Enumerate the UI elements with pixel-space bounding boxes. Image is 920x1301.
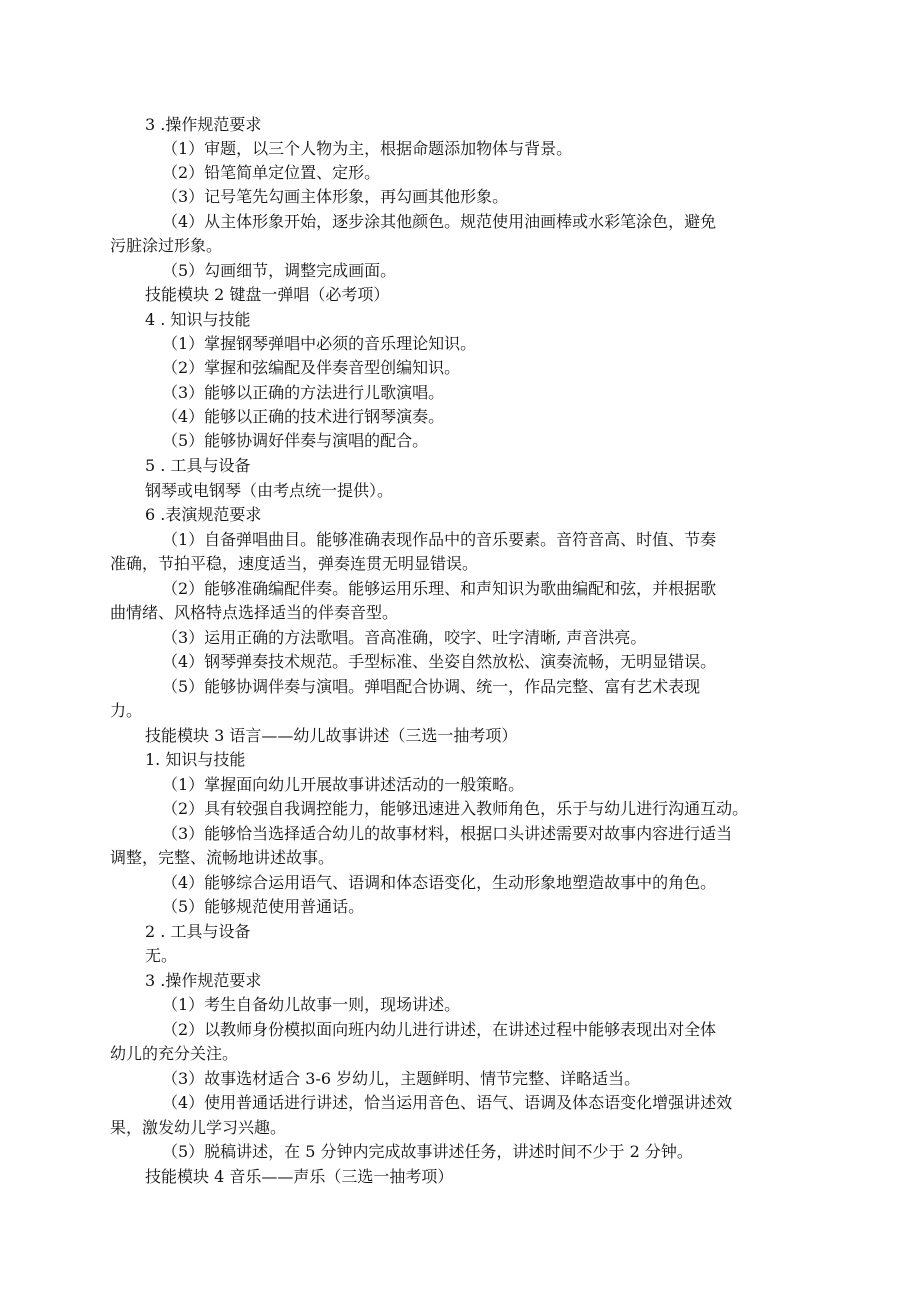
list-item: （3）能够恰当选择适合幼儿的故事材料，根据口头讲述需要对故事内容进行适当 xyxy=(162,824,733,843)
list-item: （1）审题，以三个人物为主，根据命题添加物体与背景。 xyxy=(162,139,573,158)
list-item: （2）具有较强自我调控能力，能够迅速进入教师角色，乐于与幼儿进行沟通互动。 xyxy=(162,799,749,818)
module-heading: 技能模块 4 音乐——声乐（三选一抽考项） xyxy=(145,1167,454,1186)
list-item-continuation: 幼儿的充分关注。 xyxy=(110,1044,239,1063)
list-item: （1）自备弹唱曲目。能够准确表现作品中的音乐要素。音符音高、时值、节奏 xyxy=(162,530,717,549)
list-item: （3）能够以正确的方法进行儿歌演唱。 xyxy=(162,383,445,402)
list-item: （5）脱稿讲述，在 5 分钟内完成故事讲述任务，讲述时间不少于 2 分钟。 xyxy=(162,1142,693,1161)
list-item: （1）掌握钢琴弹唱中必须的音乐理论知识。 xyxy=(162,334,477,353)
module-heading: 技能模块 2 键盘一弹唱（必考项） xyxy=(145,285,390,304)
list-item: （4）钢琴弹奏技术规范。手型标准、坐姿自然放松、演奏流畅，无明显错误。 xyxy=(162,652,717,671)
list-item: （5）能够协调伴奏与演唱。弹唱配合协调、统一，作品完整、富有艺术表现 xyxy=(162,677,701,696)
list-item: （5）能够规范使用普通话。 xyxy=(162,897,365,916)
section-heading: 6 .表演规范要求 xyxy=(145,505,262,524)
list-item-continuation: 调整，完整、流畅地讲述故事。 xyxy=(110,848,335,867)
paragraph: 无。 xyxy=(145,946,178,965)
list-item: （3）故事选材适合 3-6 岁幼儿，主题鲜明、情节完整、详略适当。 xyxy=(162,1069,641,1088)
list-item-continuation: 力。 xyxy=(110,701,143,720)
list-item-continuation: 曲情绪、风格特点选择适当的伴奏音型。 xyxy=(110,603,399,622)
list-item: （4）能够综合运用语气、语调和体态语变化，生动形象地塑造故事中的角色。 xyxy=(162,873,717,892)
list-item: （3）运用正确的方法歌唱。音高准确，咬字、吐字清晰, 声音洪亮。 xyxy=(162,628,647,647)
list-item: （5）能够协调好伴奏与演唱的配合。 xyxy=(162,431,429,450)
section-heading: 4 . 知识与技能 xyxy=(145,310,251,329)
list-item: （4）从主体形象开始，逐步涂其他颜色。规范使用油画棒或水彩笔涂色，避免 xyxy=(162,212,717,231)
list-item: （4）使用普通话进行讲述，恰当运用音色、语气、语调及体态语变化增强讲述效 xyxy=(162,1093,733,1112)
section-heading: 3 .操作规范要求 xyxy=(145,971,262,990)
section-heading: 2 . 工具与设备 xyxy=(145,922,251,941)
list-item: （3）记号笔先勾画主体形象，再勾画其他形象。 xyxy=(162,187,509,206)
list-item: （1）考生自备幼儿故事一则，现场讲述。 xyxy=(162,995,461,1014)
list-item: （4）能够以正确的技术进行钢琴演奏。 xyxy=(162,407,445,426)
list-item: （5）勾画细节，调整完成画面。 xyxy=(162,261,397,280)
list-item: （2）掌握和弦编配及伴奏音型创编知识。 xyxy=(162,358,461,377)
list-item: （2）铅笔简单定位置、定形。 xyxy=(162,163,381,182)
section-heading: 3 .操作规范要求 xyxy=(145,115,262,134)
list-item-continuation: 准确，节拍平稳，速度适当，弹奏连贯无明显错误。 xyxy=(110,554,479,573)
list-item: （1）掌握面向幼儿开展故事讲述活动的一般策略。 xyxy=(162,775,525,794)
list-item: （2）以教师身份模拟面向班内幼儿进行讲述，在讲述过程中能够表现出对全体 xyxy=(162,1020,717,1039)
section-heading: 1. 知识与技能 xyxy=(145,750,246,769)
module-heading: 技能模块 3 语言——幼儿故事讲述（三选一抽考项） xyxy=(145,726,518,745)
paragraph: 钢琴或电钢琴（由考点统一提供）。 xyxy=(145,481,394,500)
section-heading: 5 . 工具与设备 xyxy=(145,456,251,475)
list-item-continuation: 污脏涂过形象。 xyxy=(110,236,223,255)
list-item: （2）能够准确编配伴奏。能够运用乐理、和声知识为歌曲编配和弦，并根据歌 xyxy=(162,579,717,598)
list-item-continuation: 果，激发幼儿学习兴趣。 xyxy=(110,1118,287,1137)
